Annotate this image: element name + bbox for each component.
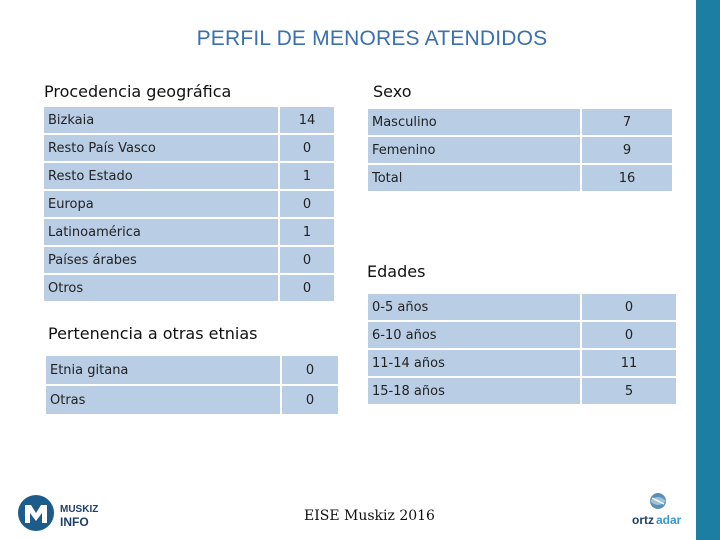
row-label: 0-5 años	[368, 294, 582, 320]
etnias-heading: Pertenencia a otras etnias	[48, 324, 258, 343]
etnias-table	[46, 354, 338, 416]
row-label: Bizkaia	[44, 107, 280, 133]
row-value: 7	[582, 109, 672, 135]
sexo-table	[368, 107, 672, 193]
table-row	[46, 356, 338, 384]
row-value: 1	[280, 219, 334, 245]
row-label: Resto País Vasco	[44, 135, 280, 161]
row-value: 9	[582, 137, 672, 163]
row-label: Países árabes	[44, 247, 280, 273]
edades-table	[368, 292, 676, 406]
ortzadar-logo	[628, 490, 690, 530]
table-row	[44, 135, 334, 161]
row-label: Total	[368, 165, 582, 191]
row-value: 0	[582, 322, 676, 348]
sexo-heading: Sexo	[373, 82, 412, 101]
table-row	[46, 386, 338, 414]
row-label: Etnia gitana	[46, 356, 282, 384]
row-value: 0	[280, 135, 334, 161]
logo-right-text-part1: ortz	[632, 513, 654, 527]
footer-text: EISE Muskiz 2016	[304, 508, 435, 524]
row-value: 1	[280, 163, 334, 189]
row-value: 0	[282, 356, 338, 384]
table-row	[368, 137, 672, 163]
row-label: Femenino	[368, 137, 582, 163]
row-label: Resto Estado	[44, 163, 280, 189]
row-value: 16	[582, 165, 672, 191]
row-label: Latinoamérica	[44, 219, 280, 245]
page-title: PERFIL DE MENORES ATENDIDOS	[196, 27, 548, 50]
row-value: 0	[280, 275, 334, 301]
table-row	[44, 247, 334, 273]
table-row	[44, 219, 334, 245]
table-row	[44, 191, 334, 217]
globe-icon	[628, 490, 690, 530]
row-label: 11-14 años	[368, 350, 582, 376]
row-value: 0	[282, 386, 338, 414]
row-value: 0	[582, 294, 676, 320]
procedencia-heading: Procedencia geográfica	[44, 82, 232, 101]
row-label: Otros	[44, 275, 280, 301]
table-row	[44, 163, 334, 189]
logo-left-line1: MUSKIZ	[60, 504, 99, 515]
row-value: 5	[582, 378, 676, 404]
row-value: 11	[582, 350, 676, 376]
row-value: 14	[280, 107, 334, 133]
row-value: 0	[280, 247, 334, 273]
row-label: Masculino	[368, 109, 582, 135]
table-row	[44, 275, 334, 301]
row-label: 15-18 años	[368, 378, 582, 404]
table-row	[368, 165, 672, 191]
row-label: Otras	[46, 386, 282, 414]
row-label: Europa	[44, 191, 280, 217]
edades-heading: Edades	[367, 262, 426, 281]
right-accent-bar	[696, 0, 720, 540]
table-row	[368, 322, 676, 348]
table-row	[368, 350, 676, 376]
table-row	[368, 109, 672, 135]
table-row	[368, 294, 676, 320]
row-label: 6-10 años	[368, 322, 582, 348]
row-value: 0	[280, 191, 334, 217]
logo-left-line2: INFO	[60, 515, 89, 529]
muskiz-info-logo	[16, 493, 106, 533]
logo-right-text-part2: adar	[656, 513, 682, 527]
muskiz-m-icon	[16, 493, 106, 533]
table-row	[44, 107, 334, 133]
table-row	[368, 378, 676, 404]
procedencia-table	[44, 105, 334, 303]
